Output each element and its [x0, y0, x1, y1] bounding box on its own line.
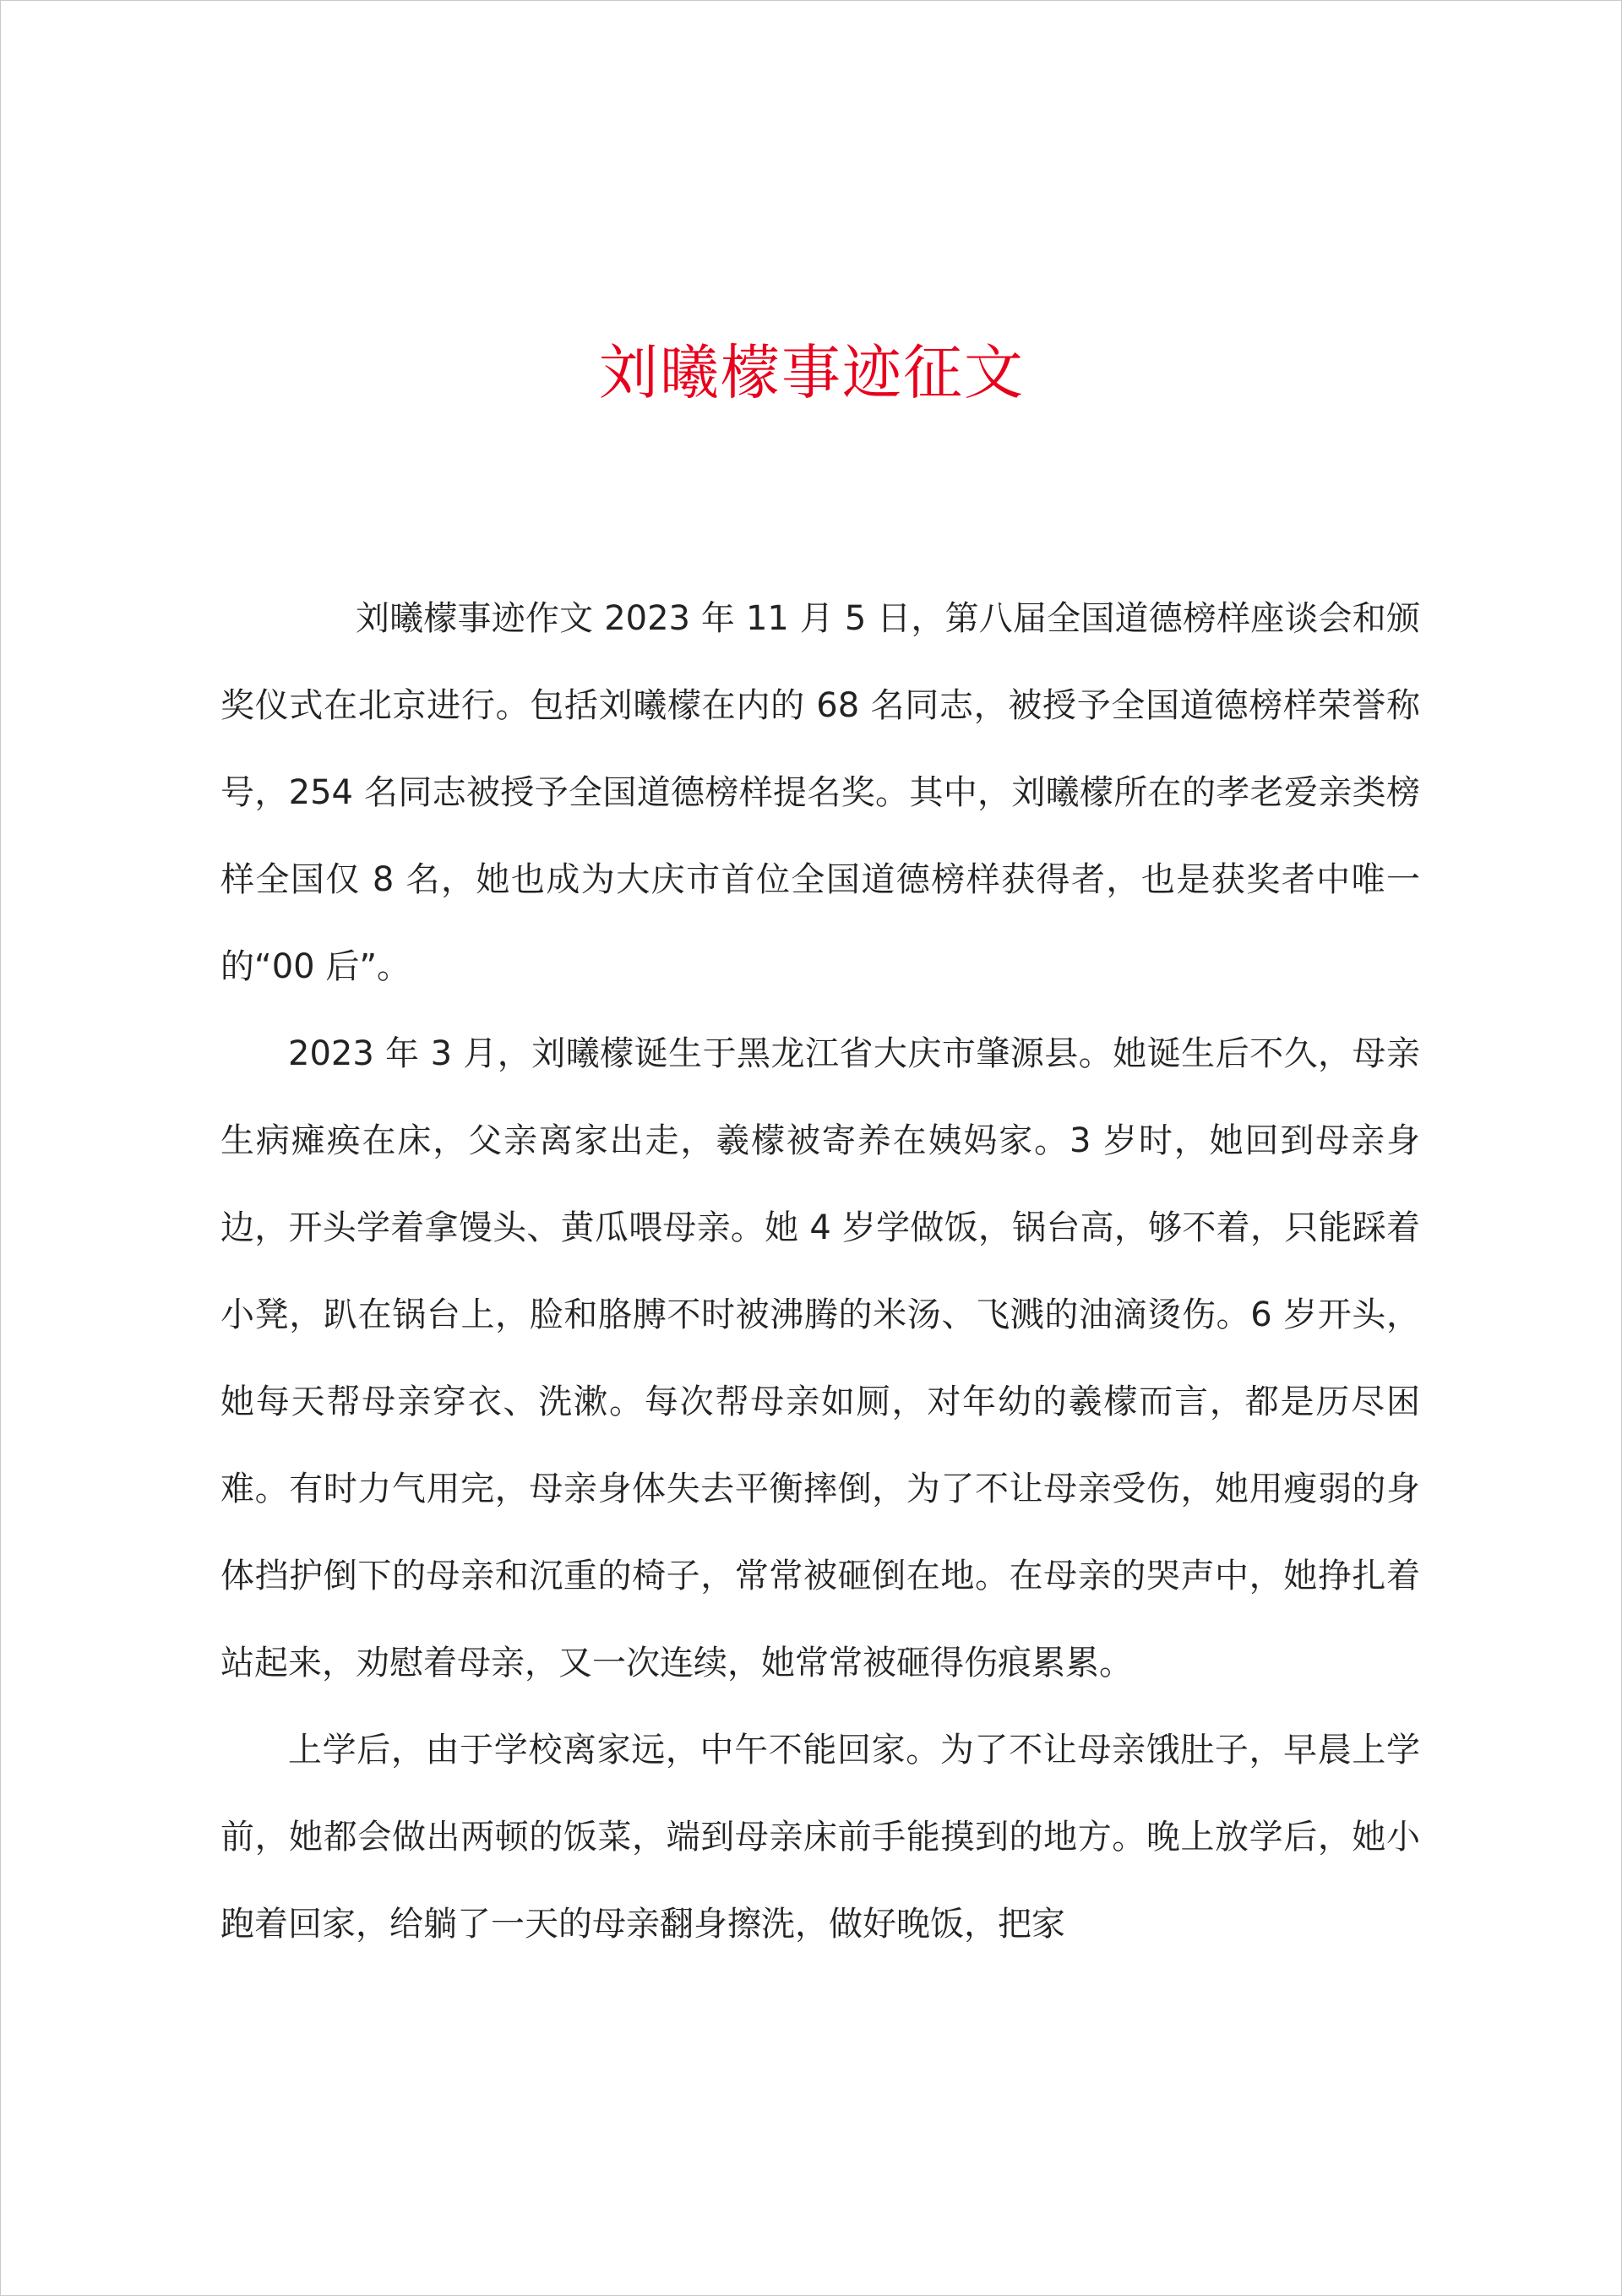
document-title: 刘曦檬事迹征文 — [599, 338, 1025, 407]
paragraph: 2023 年 3 月，刘曦檬诞生于黑龙江省大庆市肇源县。她诞生后不久，母亲生病瘫痪在床，父亲离家出走，羲檬被寄养在姨妈家。3 岁时，她回到母亲身边，开头学着拿馒头、黄瓜喂母亲。她 4 岁学做饭，锅台高，够不着，只能踩着小凳，趴在锅台上，脸和胳膊不时被沸腾的米汤、飞溅的油滴烫伤。6 岁开头，她每天帮母亲穿衣、洗漱。每次帮母亲如厕，对年幼的羲檬而言，都是历尽困难。有时力气用完，母亲身体失去平衡摔倒，为了不让母亲受伤，她用瘦弱的身体挡护倒下的母亲和沉重的椅子，常常被砸倒在地。在母亲的哭声中，她挣扎着站起来，劝慰着母亲，又一次连续，她常常被砸得伤痕累累。 — [220, 1034, 1420, 1682]
document-body — [220, 575, 1420, 1968]
paragraph: 刘曦檬事迹作文 2023 年 11 月 5 日，第八届全国道德榜样座谈会和颁奖仪式在北京进行。包括刘曦檬在内的 68 名同志，被授予全国道德榜样荣誉称号，254 名同志被授予全国道德榜样提名奖。其中，刘曦檬所在的孝老爱亲类榜样全国仅 8 名，她也成为大庆市首位全国道德榜样获得者，也是获奖者中唯一的“00 后”。 — [220, 599, 1420, 986]
paragraph: 上学后，由于学校离家远，中午不能回家。为了不让母亲饿肚子，早晨上学前，她都会做出两顿的饭菜，端到母亲床前手能摸到的地方。晚上放学后，她小跑着回家，给躺了一天的母亲翻身擦洗，做好晚饭，把家 — [220, 1731, 1420, 1944]
